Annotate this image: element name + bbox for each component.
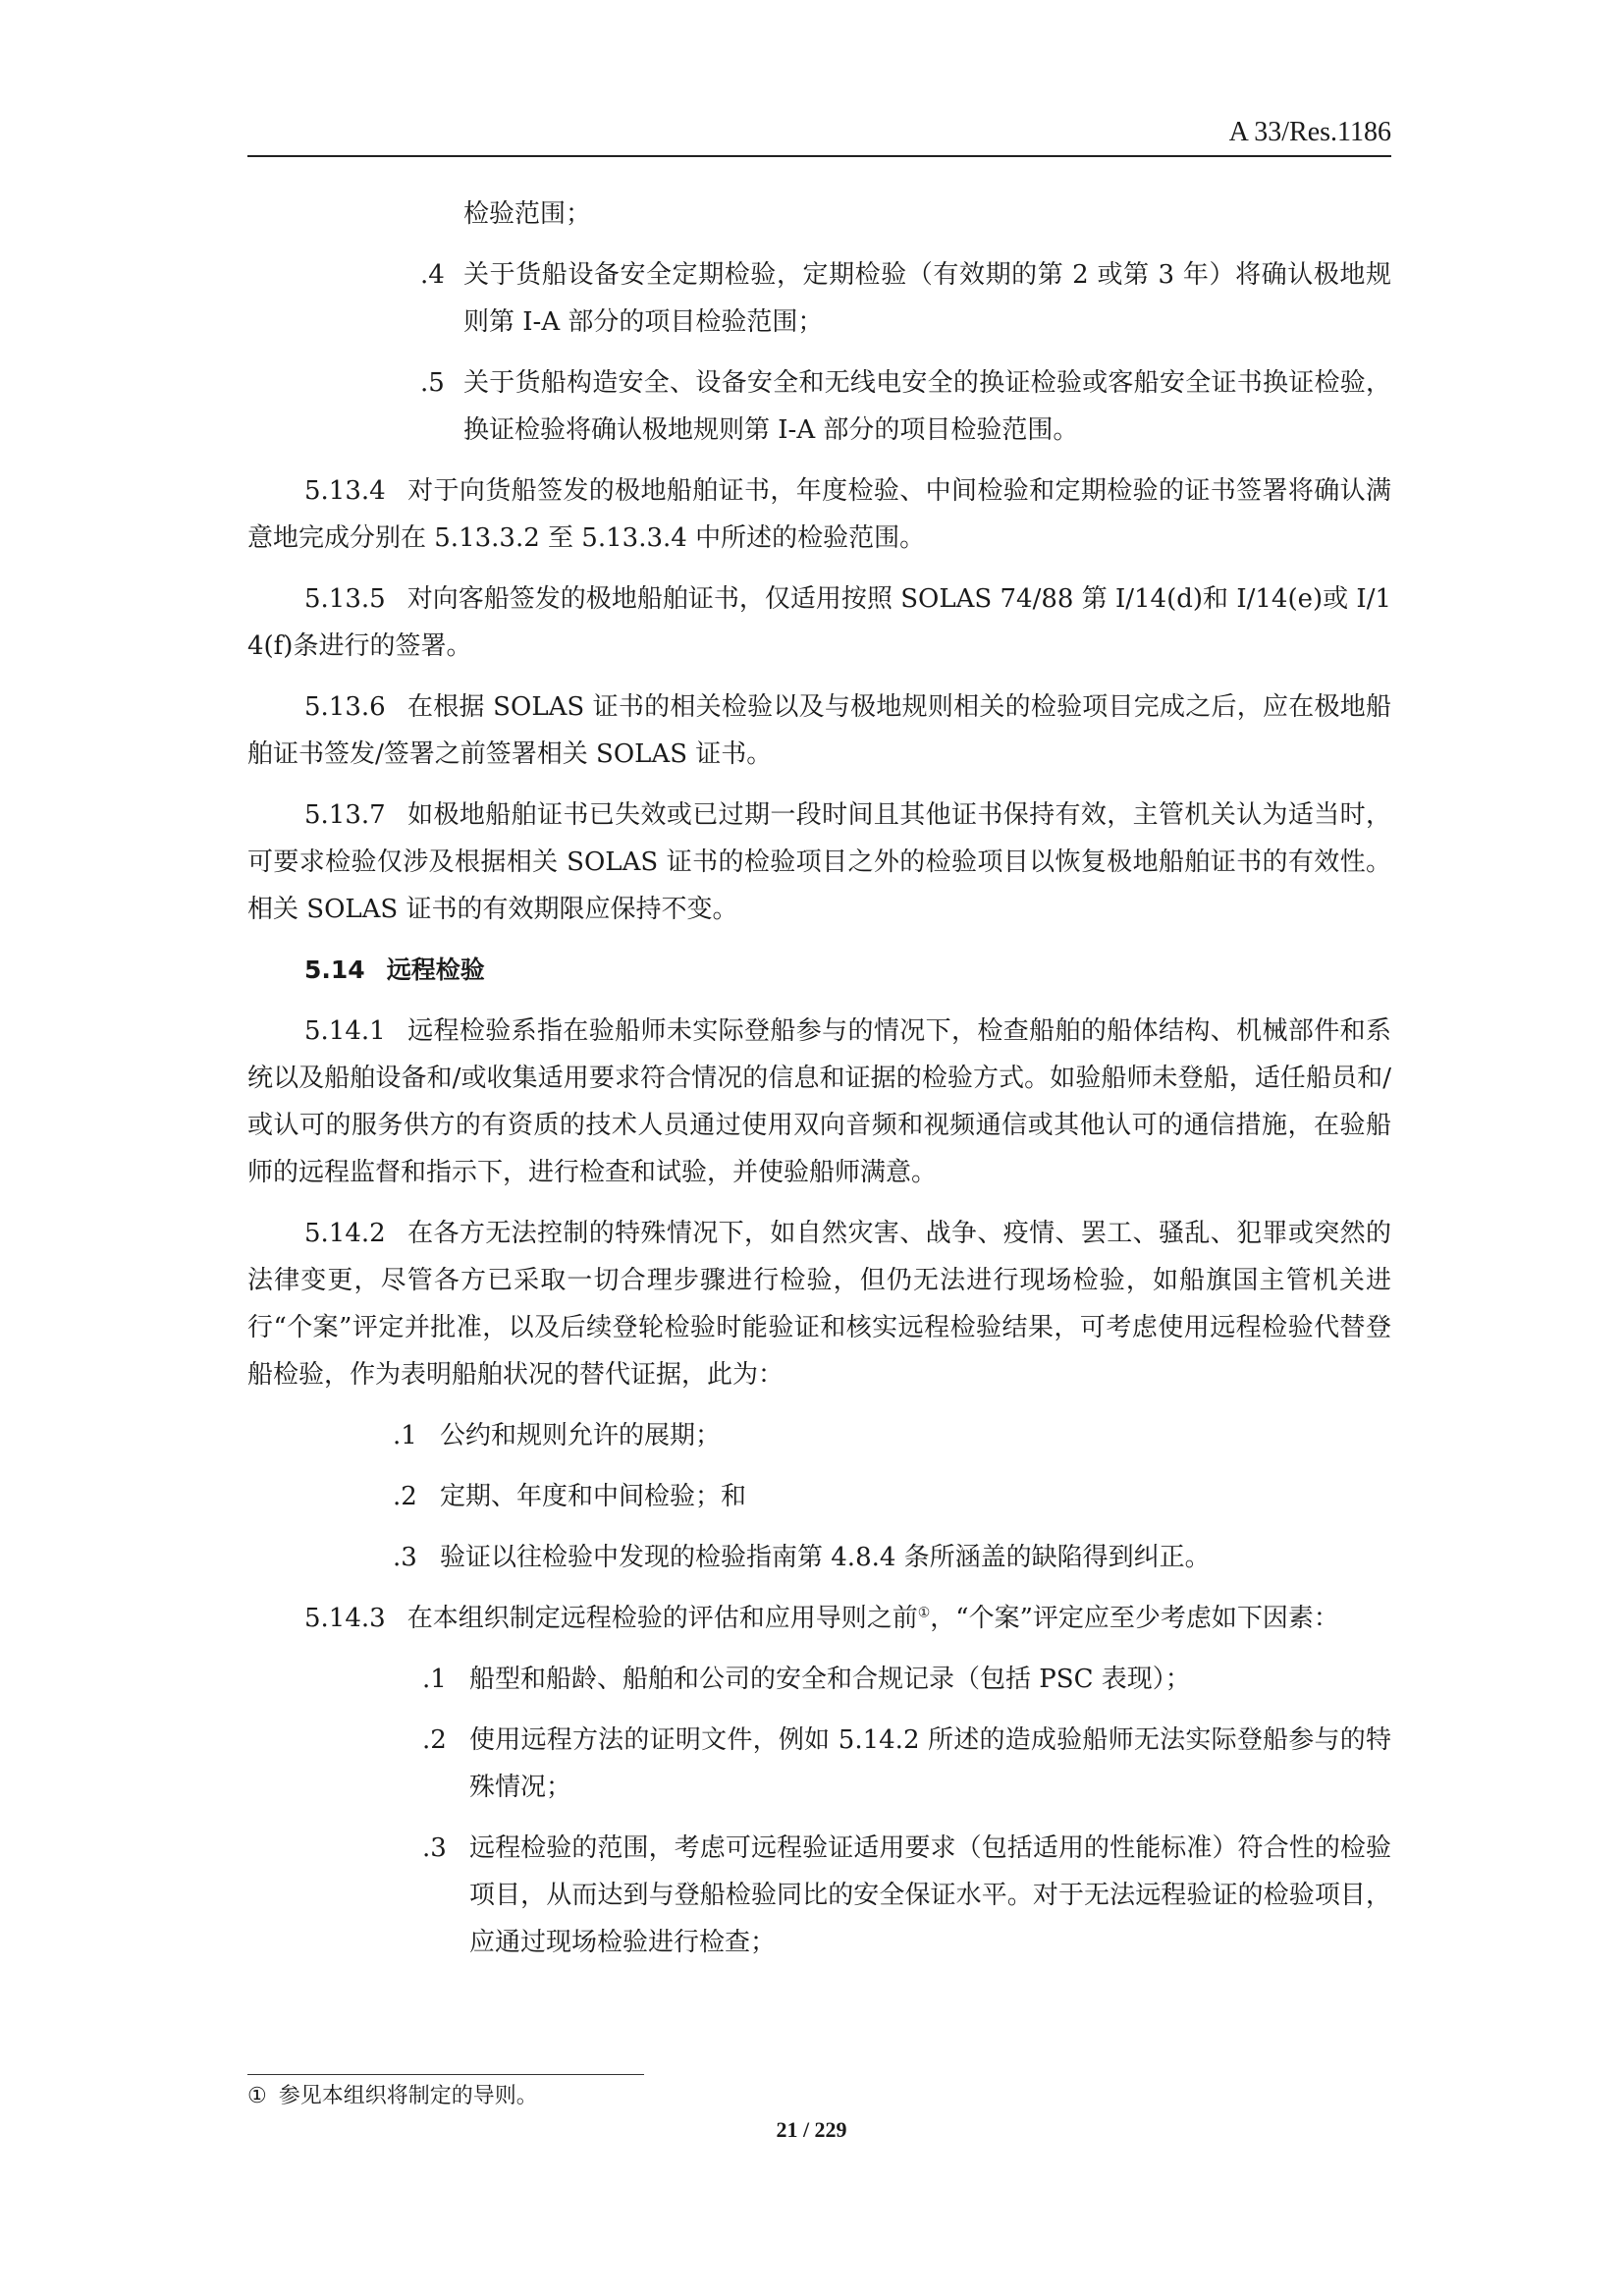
paragraph-number: 5.14.2 [304,1219,386,1248]
list-item-label: .3 [393,1543,417,1572]
header-divider [247,155,1391,157]
paragraph-text: 远程检验系指在验船师未实际登船参与的情况下，检查船舶的船体结构、机械部件和系统以及船舶设备和/或收集适用要求符合情况的信息和证据的检验方式。如验船师未登船，适任船员和/或认可的服务供方的有资质的技术人员通过使用双向音频和视频通信或其他认可的通信措施，在验船师的远程监督和指示下，进行检查和试验，并使验船师满意。 [247,1016,1391,1187]
list-item [247,1717,1391,1811]
paragraph-text-continued: ，“个案”评定应至少考虑如下因素： [930,1604,1339,1633]
list-item-text: 验证以往检验中发现的检验指南第 4.8.4 条所涵盖的缺陷得到纠正。 [440,1543,1211,1572]
paragraph-number: 5.13.6 [304,692,386,722]
list-item-text: 使用远程方法的证明文件，例如 5.14.2 所述的造成验船师无法实际登船参与的特殊情况； [469,1725,1391,1802]
list-item-text: 关于货船设备安全定期检验，定期检验（有效期的第 2 或第 3 年）将确认极地规则第 I-A 部分的项目检验范围； [463,260,1391,337]
footnote-mark: ① [247,2084,267,2108]
list-item-label: .4 [420,260,445,290]
list-item-label: .2 [422,1725,447,1755]
footnote-divider [247,2074,644,2075]
section-heading [247,947,1391,994]
paragraph-text: 在本组织制定远程检验的评估和应用导则之前 [406,1604,918,1633]
footnote-text: 参见本组织将制定的导则。 [278,2084,538,2108]
document-code: A 33/Res.1186 [1228,117,1391,147]
list-item [247,359,1391,454]
list-item-label: .5 [420,368,445,398]
list-item-label: .1 [393,1421,417,1450]
list-item [247,1412,1391,1459]
list-item [247,251,1391,346]
list-item [247,1473,1391,1520]
paragraph-text: 在根据 SOLAS 证书的相关检验以及与极地规则相关的检验项目完成之后，应在极地船舶证书签发/签署之前签署相关 SOLAS 证书。 [247,692,1391,769]
paragraph-5-14-3 [247,1595,1391,1642]
list-item-text: 远程检验的范围，考虑可远程验证适用要求（包括适用的性能标准）符合性的检验项目，从而达到与登船检验同比的安全保证水平。对于无法远程验证的检验项目，应通过现场检验进行检查； [469,1833,1391,1957]
paragraph-text: 如极地船舶证书已失效或已过期一段时间且其他证书保持有效，主管机关认为适当时，可要求检验仅涉及根据相关 SOLAS 证书的检验项目之外的检验项目以恢复极地船舶证书的有效性。相关 SOLAS 证书的有效期限应保持不变。 [247,800,1391,924]
paragraph-number: 5.13.5 [304,584,386,614]
section-title: 远程检验 [386,956,485,984]
paragraph-text: 对于向货船签发的极地船舶证书，年度检验、中间检验和定期检验的证书签署将确认满意地完成分别在 5.13.3.2 至 5.13.3.4 中所述的检验范围。 [247,476,1391,553]
paragraph-text: 对向客船签发的极地船舶证书，仅适用按照 SOLAS 74/88 第 I/14(d)和 I/14(e)或 I/14(f)条进行的签署。 [247,584,1391,661]
paragraph-5-13-5 [247,575,1391,670]
page-body [247,191,1391,1980]
list-item-text: 公约和规则允许的展期； [440,1421,722,1450]
paragraph-5-13-7 [247,792,1391,933]
paragraph-number: 5.13.4 [304,476,386,506]
list-item-text: 定期、年度和中间检验；和 [440,1482,747,1511]
list-item-label: .1 [422,1665,447,1694]
list-item [247,1534,1391,1581]
page-number: 21 / 229 [776,2117,847,2142]
paragraph-number: 5.14.1 [304,1016,386,1046]
list-item [247,1656,1391,1703]
paragraph-number: 5.13.7 [304,800,386,830]
footnote-reference[interactable]: ① [917,1605,931,1621]
paragraph-text: 在各方无法控制的特殊情况下，如自然灾害、战争、疫情、罢工、骚乱、犯罪或突然的法律变更，尽管各方已采取一切合理步骤进行检验，但仍无法进行现场检验，如船旗国主管机关进行“个案”评定并批准，以及后续登轮检验时能验证和核实远程检验结果，可考虑使用远程检验代替登船检验，作为表明船舶状况的替代证据，此为： [247,1219,1391,1390]
paragraph-5-13-6 [247,683,1391,778]
list-item-label: .3 [422,1833,447,1863]
list-item-text: 关于货船构造安全、设备安全和无线电安全的换证检验或客船安全证书换证检验，换证检验将确认极地规则第 I-A 部分的项目检验范围。 [463,368,1391,445]
list-item-text: 船型和船龄、船舶和公司的安全和合规记录（包括 PSC 表现）； [469,1665,1191,1694]
list-item-label: .2 [393,1482,417,1511]
paragraph-number: 5.14.3 [304,1604,386,1633]
list-item [247,1825,1391,1966]
paragraph-5-14-1 [247,1008,1391,1196]
section-number: 5.14 [304,956,365,984]
continued-text: 检验范围； [463,199,592,229]
footnote [247,2080,538,2113]
paragraph-5-14-2 [247,1210,1391,1398]
paragraph-5-13-4 [247,467,1391,562]
